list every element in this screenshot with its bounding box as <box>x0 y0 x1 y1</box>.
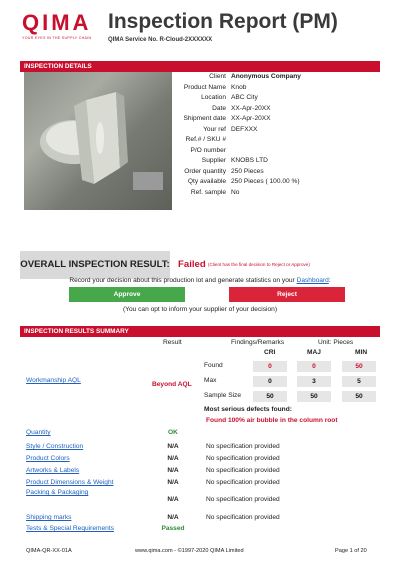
detail-value: No <box>231 188 240 196</box>
detail-row <box>174 104 384 115</box>
report-header <box>0 0 400 58</box>
result-row-tests <box>0 525 400 536</box>
detail-label: Date <box>212 104 226 112</box>
result-name-link[interactable]: Shipping marks <box>26 514 72 521</box>
max-label: Max <box>204 377 217 384</box>
min-header: MIN <box>355 349 368 356</box>
detail-value: KNOBS LTD <box>231 157 268 164</box>
maj-header: MAJ <box>307 349 321 356</box>
result-status: N/A <box>167 479 179 486</box>
footer-site: www.qima.com <box>135 548 173 554</box>
decision-prompt <box>0 277 400 284</box>
details-list <box>174 72 384 198</box>
result-status: N/A <box>167 514 179 521</box>
sample-size-label: Sample Size <box>204 392 242 399</box>
detail-label: Order quantity <box>184 167 226 175</box>
result-spec: No specification provided <box>206 514 280 521</box>
result-status: OK <box>168 429 178 436</box>
detail-value: ABC City <box>231 94 258 101</box>
detail-row <box>174 188 384 199</box>
detail-row <box>174 72 384 83</box>
detail-row <box>174 114 384 125</box>
footer-page-number: Page 1 of 20 <box>335 548 367 554</box>
detail-row <box>174 125 384 136</box>
inspection-details-heading: INSPECTION DETAILS <box>20 61 380 72</box>
result-spec: No specification provided <box>206 443 280 450</box>
findings-column-header: Findings/Remarks <box>231 339 285 346</box>
sample-min: 50 <box>342 391 376 402</box>
unit-column-header: Unit: Pieces <box>318 339 354 346</box>
found-cri: 0 <box>253 361 287 372</box>
result-status: N/A <box>167 443 179 450</box>
max-cri: 0 <box>253 376 287 387</box>
result-name-link[interactable]: Product Colors <box>26 455 70 462</box>
result-spec: No specification provided <box>206 479 280 486</box>
inform-supplier-text: (You can opt to inform your supplier of your decision) <box>122 306 278 313</box>
detail-row <box>174 93 384 104</box>
detail-label: Product Name <box>183 83 226 91</box>
detail-label: P/O number <box>190 146 226 154</box>
max-min: 5 <box>342 376 376 387</box>
results-summary-heading: INSPECTION RESULTS SUMMARY <box>20 326 380 337</box>
result-column-header: Result <box>163 339 182 346</box>
detail-label: Qty available <box>187 178 226 185</box>
detail-label: Supplier <box>201 157 226 164</box>
result-row-colors <box>0 455 400 466</box>
result-row-style <box>0 443 400 454</box>
service-number: QIMA Service No. R-Cloud-2XXXXXX <box>108 37 213 43</box>
report-title: Inspection Report (PM) <box>108 10 338 33</box>
result-status: N/A <box>167 455 179 462</box>
detail-value: XX-Apr-20XX <box>231 115 271 122</box>
overall-result-status: Failed <box>178 259 206 270</box>
workmanship-aql-link[interactable]: Workmanship AQL <box>26 377 81 384</box>
result-status: Passed <box>161 525 185 532</box>
result-spec: No specification provided <box>206 455 280 462</box>
sample-maj: 50 <box>297 391 331 402</box>
detail-value: DEFXXX <box>231 125 258 133</box>
result-name-link[interactable]: Product Dimensions & Weight <box>26 479 114 486</box>
cri-header: CRI <box>264 349 276 356</box>
result-spec: No specification provided <box>206 467 280 474</box>
sample-cri: 50 <box>253 391 287 402</box>
detail-row <box>174 177 384 188</box>
detail-row <box>174 167 384 178</box>
detail-label: Client <box>209 73 226 80</box>
result-row-packing <box>0 491 400 502</box>
detail-label: Your ref <box>203 125 226 133</box>
overall-result-label: OVERALL INSPECTION RESULT: <box>20 251 170 279</box>
detail-row <box>174 83 384 94</box>
aql-status: Beyond AQL <box>152 381 192 388</box>
result-name-link[interactable]: Quantity <box>26 429 51 436</box>
found-maj: 0 <box>297 361 331 372</box>
detail-label: Ref. sample <box>190 188 226 196</box>
detail-value: Anonymous Company <box>231 73 301 80</box>
footer-copyright-text: - ©1997-2020 QIMA Limited <box>172 548 244 554</box>
result-status: N/A <box>167 467 179 474</box>
detail-label: Shipment date <box>183 115 226 122</box>
detail-value: Knob <box>231 83 247 91</box>
reject-button[interactable]: Reject <box>229 287 345 302</box>
max-maj: 3 <box>297 376 331 387</box>
qima-logo <box>22 12 102 40</box>
found-min: 50 <box>342 361 376 372</box>
detail-row <box>174 135 384 146</box>
result-name-link[interactable]: Tests & Special Requirements <box>26 525 114 532</box>
decision-prompt-end: : <box>328 277 331 284</box>
detail-value: XX-Apr-20XX <box>231 104 271 112</box>
detail-row <box>174 156 384 167</box>
footer-copyright <box>135 548 244 554</box>
result-name-link[interactable]: Artworks & Labels <box>26 467 80 474</box>
result-name-link[interactable]: Packing & Packaging <box>26 489 89 496</box>
footer-doc-id: QIMA-QR-XX-01A <box>26 548 72 554</box>
dashboard-link[interactable]: Dashboard <box>296 277 329 284</box>
logo-tagline: YOUR EYES IN THE SUPPLY CHAIN <box>22 36 92 40</box>
result-name-link[interactable]: Style / Construction <box>26 443 84 450</box>
result-spec: No specification provided <box>206 496 280 503</box>
result-row-artworks <box>0 467 400 478</box>
detail-value: 250 Pieces ( 100.00 %) <box>231 178 300 185</box>
result-row-shipping <box>0 514 400 525</box>
overall-result-note: (Client has the final decision to Reject or Approve) <box>208 262 310 267</box>
detail-label: Location <box>201 94 226 101</box>
approve-button[interactable]: Approve <box>69 287 185 302</box>
found-label: Found <box>204 362 223 369</box>
decision-prompt-text: Record your decision about this production lot and generate statistics on your <box>69 277 297 284</box>
detail-value: 250 Pieces <box>231 167 264 175</box>
detail-row <box>174 146 384 157</box>
most-serious-label: Most serious defects found: <box>204 406 292 413</box>
redacted-area <box>133 172 163 190</box>
most-serious-defect: Found 100% air bubble in the column root <box>206 417 338 424</box>
logo-wordmark: QIMA <box>22 10 92 35</box>
result-row-quantity <box>0 429 400 440</box>
result-status: N/A <box>167 496 179 503</box>
detail-label: Ref.# / SKU # <box>185 136 226 143</box>
